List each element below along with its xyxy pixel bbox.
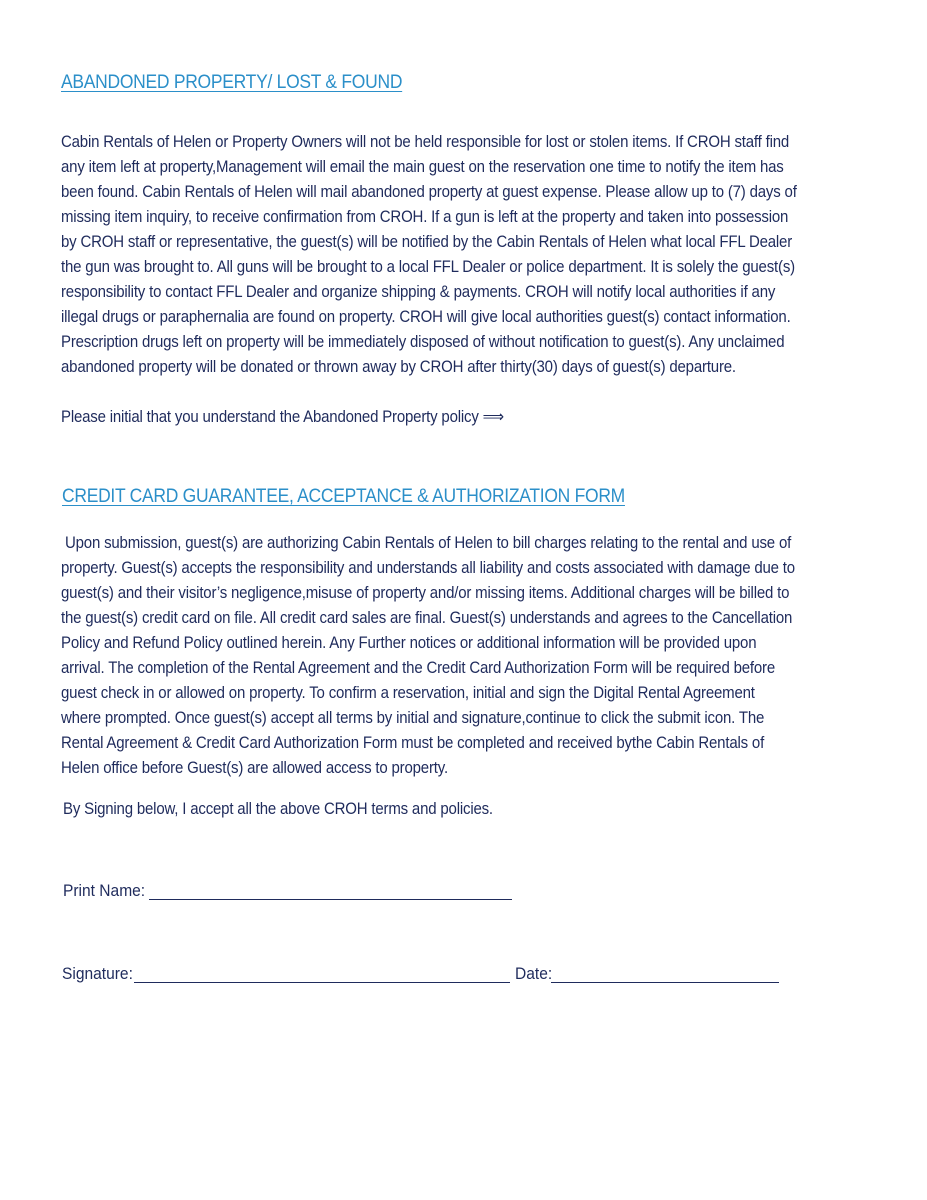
paragraph-line: missing item inquiry, to receive confirmation from CROH. If a gun is left at the property and taken into possession bbox=[61, 208, 789, 226]
paragraph-line: been found. Cabin Rentals of Helen will mail abandoned property at guest expense. Please allow up to (7) days of bbox=[61, 183, 797, 201]
date-field[interactable] bbox=[551, 964, 779, 983]
paragraph-line: abandoned property will be donated or thrown away by CROH after thirty(30) days of guest(s) departure. bbox=[61, 358, 736, 376]
paragraph-line: Helen office before Guest(s) are allowed access to property. bbox=[61, 759, 448, 777]
date-label: Date: bbox=[514, 964, 552, 983]
paragraph-line: guest check in or allowed on property. To confirm a reservation, initial and sign the Digital Rental Agreement bbox=[61, 684, 755, 702]
paragraph-line: Upon submission, guest(s) are authorizing Cabin Rentals of Helen to bill charges relating to the rental and use of bbox=[61, 534, 792, 552]
paragraph-line: illegal drugs or paraphernalia are found on property. CROH will give local authorities guest(s) contact information. bbox=[61, 308, 791, 326]
paragraph-line: guest(s) and their visitor’s negligence,misuse of property and/or missing items. Additional charges will be billed to bbox=[61, 584, 790, 602]
paragraph-line: responsibility to contact FFL Dealer and organize shipping & payments. CROH will notify local authorities if any bbox=[61, 283, 776, 301]
paragraph-line: property. Guest(s) accepts the responsibility and understands all liability and costs associated with damage due to bbox=[61, 559, 795, 577]
signature-field[interactable] bbox=[134, 964, 510, 983]
signature-label: Signature: bbox=[62, 964, 133, 983]
acceptance-statement: By Signing below, I accept all the above CROH terms and policies. bbox=[63, 800, 493, 818]
print-name-label: Print Name: bbox=[63, 881, 150, 900]
credit-card-heading: CREDIT CARD GUARANTEE, ACCEPTANCE & AUTHORIZATION FORM bbox=[62, 486, 625, 507]
paragraph-line: arrival. The completion of the Rental Agreement and the Credit Card Authorization Form will be required before bbox=[61, 659, 776, 677]
paragraph-line: any item left at property,Management will email the main guest on the reservation one time to notify the item has bbox=[61, 158, 784, 176]
paragraph-line: the gun was brought to. All guns will be brought to a local FFL Dealer or police department. It is solely the guest(s) bbox=[61, 258, 795, 276]
initial-prompt: Please initial that you understand the Abandoned Property policy ⟹ bbox=[61, 408, 504, 426]
paragraph-line: Policy and Refund Policy outlined herein. Any Further notices or additional information will be provided upon bbox=[61, 634, 757, 652]
paragraph-line: Prescription drugs left on property will be immediately disposed of without notification to guest(s). Any unclaimed bbox=[61, 333, 785, 351]
paragraph-line: the guest(s) credit card on file. All credit card sales are final. Guest(s) understands and agrees to the Cancellation bbox=[61, 609, 793, 627]
paragraph-line: Rental Agreement & Credit Card Authorization Form must be completed and received bythe Cabin Rentals of bbox=[61, 734, 765, 752]
print-name-field[interactable] bbox=[149, 881, 512, 900]
signature-row bbox=[62, 961, 779, 986]
paragraph-line: by CROH staff or representative, the guest(s) will be notified by the Cabin Rentals of Helen what local FFL Dealer bbox=[61, 233, 793, 251]
paragraph-line: Cabin Rentals of Helen or Property Owners will not be held responsible for lost or stolen items. If CROH staff find bbox=[61, 133, 790, 151]
abandoned-property-heading: ABANDONED PROPERTY/ LOST & FOUND bbox=[61, 72, 403, 93]
credit-card-paragraph bbox=[61, 531, 863, 781]
print-name-row bbox=[63, 878, 512, 903]
abandoned-property-paragraph bbox=[61, 130, 865, 380]
paragraph-line: where prompted. Once guest(s) accept all terms by initial and signature,continue to click the submit icon. The bbox=[61, 709, 765, 727]
